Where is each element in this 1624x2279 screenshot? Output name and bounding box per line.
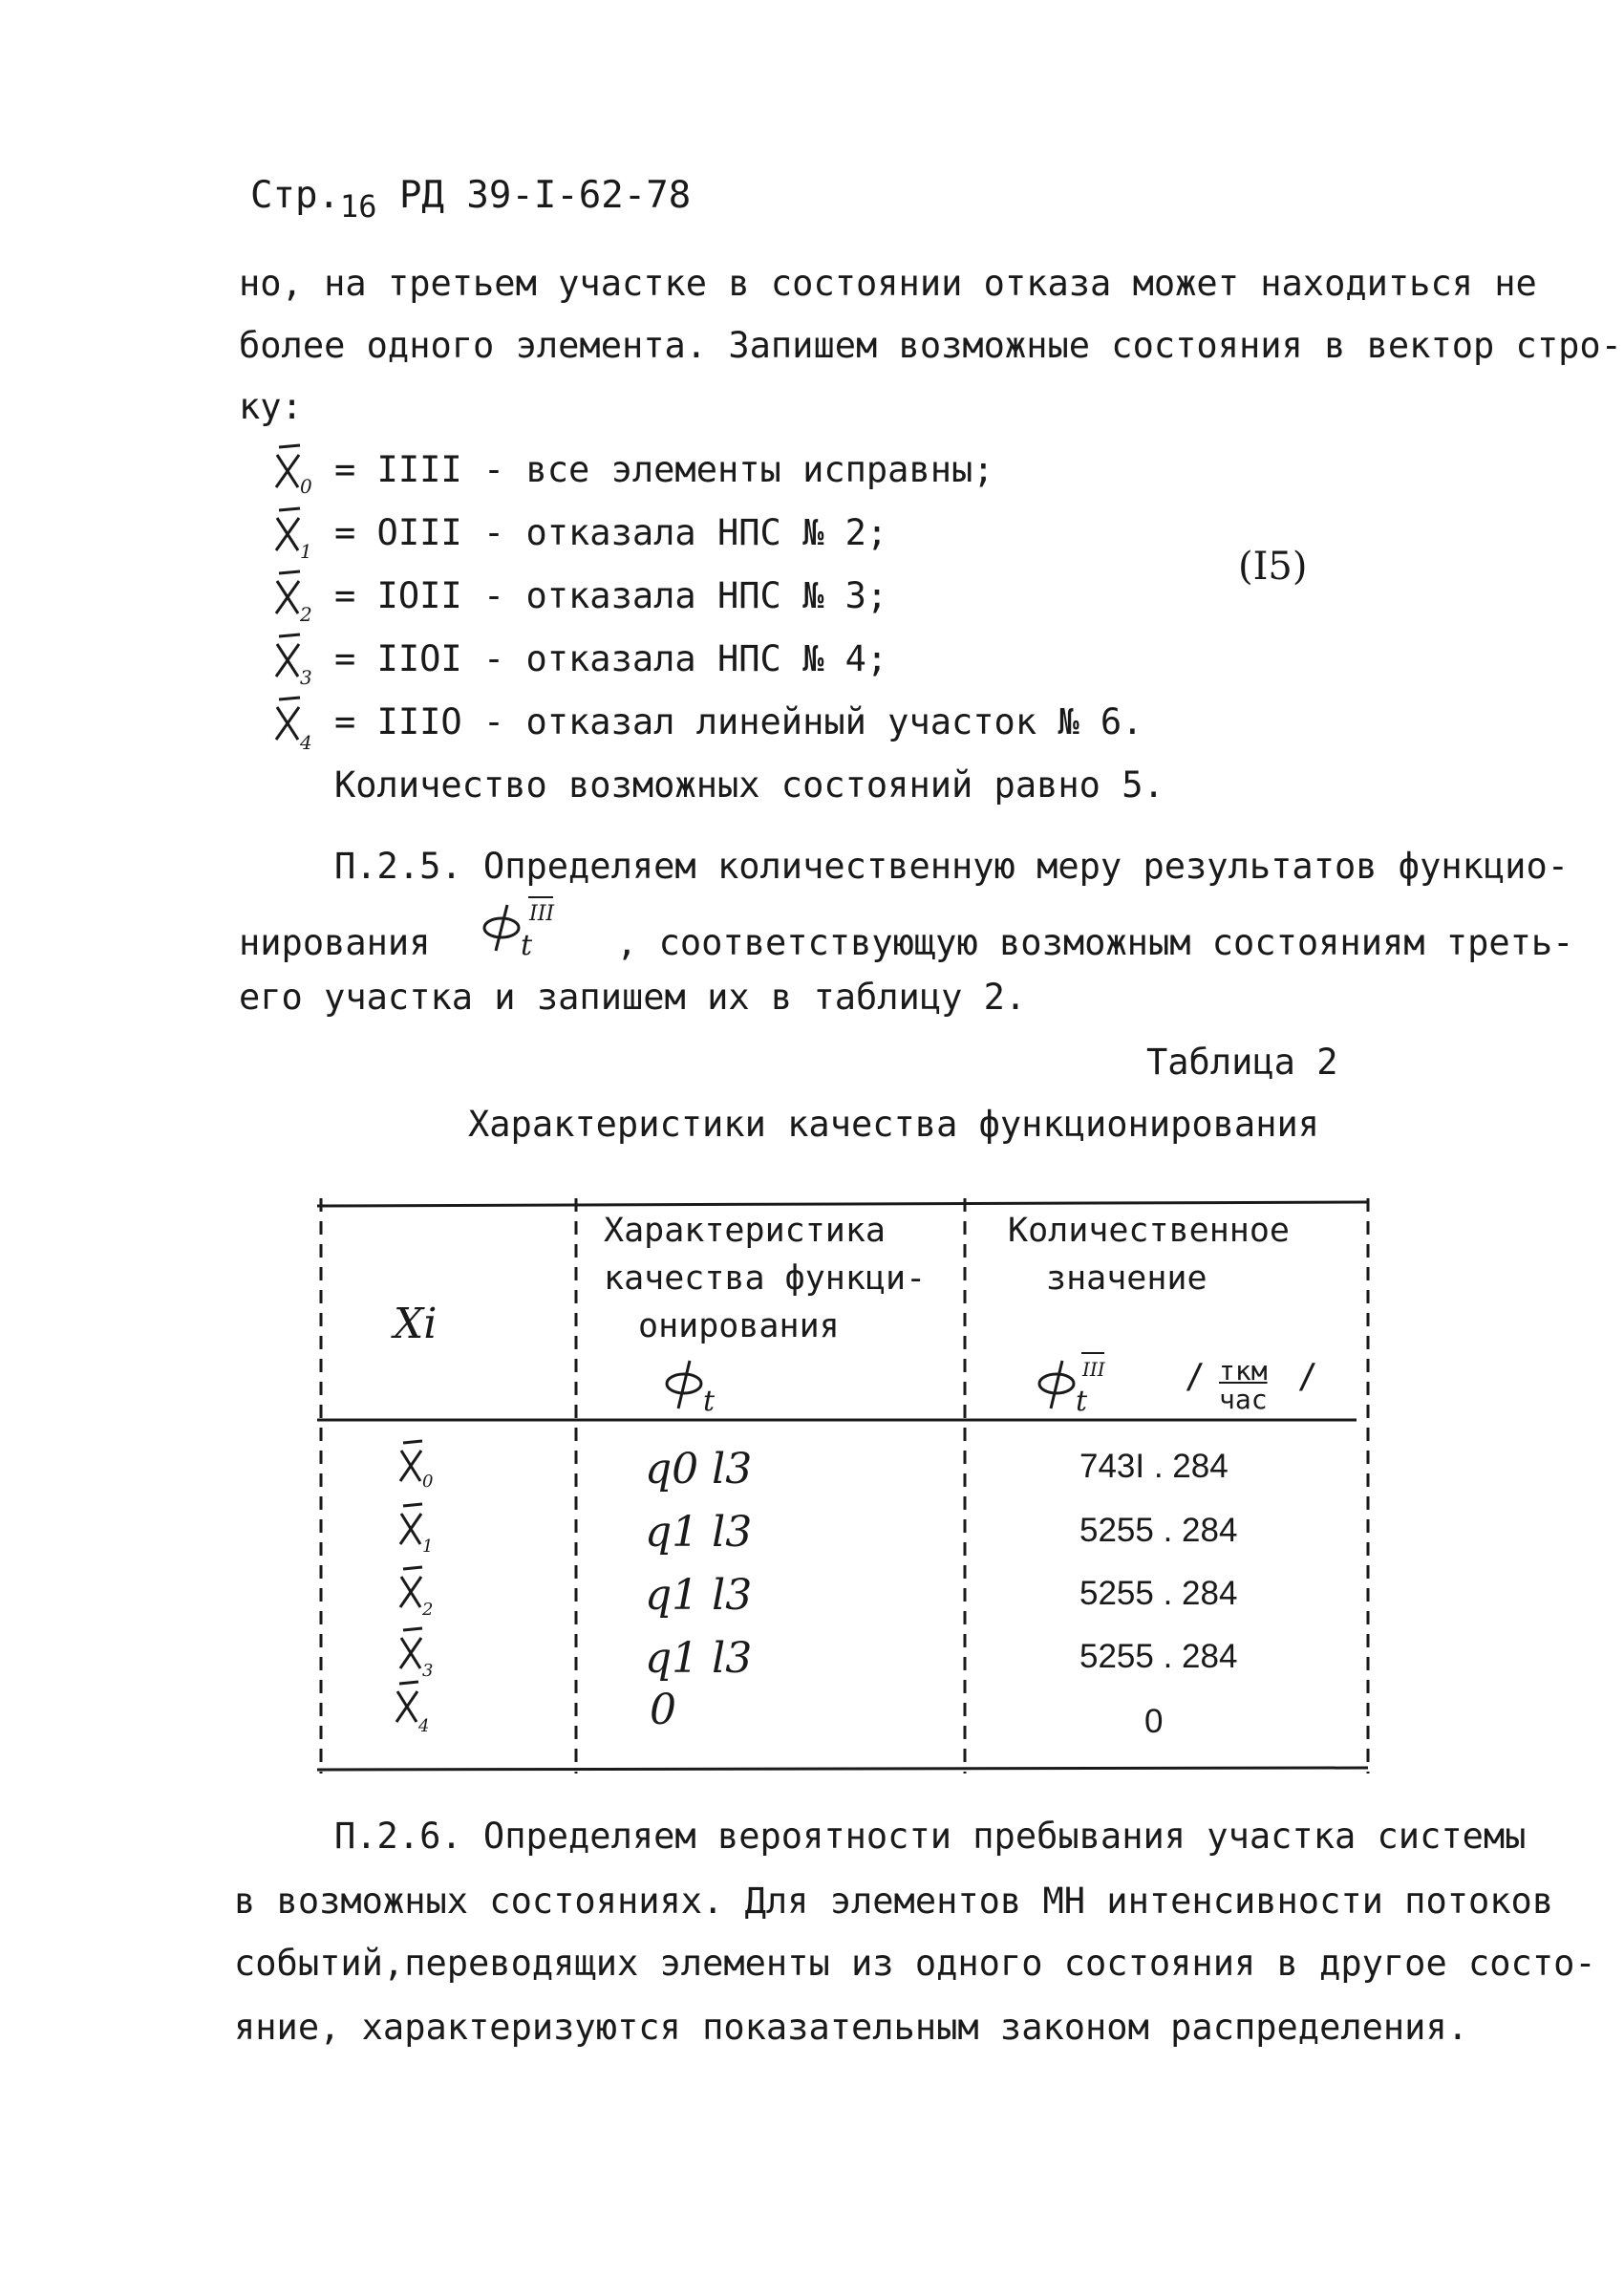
state-symbol-x1 (267, 505, 336, 563)
row-value: 0 (1144, 1703, 1164, 1740)
row-value: 5255 . 284 (1079, 1512, 1238, 1549)
state-text: = OIII - отказала НПС № 2; (334, 512, 888, 553)
row-formula: q0 l3 (645, 1445, 753, 1494)
table-header-phi-t (659, 1349, 736, 1416)
row-formula: q1 l3 (645, 1571, 753, 1620)
svg-text:4: 4 (418, 1716, 430, 1736)
p26-line-1: П.2.6. Определяем вероятности пребывания участка системы (334, 1816, 1527, 1857)
p25-line-1: П.2.5. Определяем количественную меру результатов функцио- (334, 846, 1570, 887)
intro-line-3: ку: (239, 386, 303, 427)
row-value: 5255 . 284 (1079, 1638, 1238, 1675)
svg-text:III: III (528, 902, 554, 926)
table-header-characteristic-3: онирования (638, 1307, 840, 1345)
page-prefix: Стр. (250, 174, 340, 217)
row-state-x2 (394, 1565, 460, 1619)
table-header-quantitative-1: Количественное (1008, 1212, 1291, 1250)
state-symbol-x2 (267, 568, 336, 626)
table-header-characteristic-1: Характеристика (604, 1212, 887, 1250)
table-label: Таблица 2 (1146, 1042, 1338, 1083)
row-state-x3 (394, 1626, 460, 1680)
table-title: Характеристики качества функционирования (468, 1104, 1320, 1145)
svg-text:0: 0 (422, 1472, 434, 1492)
state-row (267, 631, 1414, 689)
state-text: = IOII - отказала НПС № 3; (334, 575, 888, 616)
p26-line-4: яние, характеризуются показательным законом распределения. (234, 2007, 1469, 2048)
row-state-x1 (394, 1502, 460, 1556)
equation-number: (I5) (1238, 545, 1308, 589)
table-header-xi: Xi (394, 1300, 438, 1348)
row-value: 743I . 284 (1079, 1448, 1229, 1485)
p25-line-2 (239, 902, 1574, 964)
state-text: = IIOI - отказала НПС № 4; (334, 638, 888, 679)
unit-slash-left: / (1185, 1357, 1206, 1396)
document-code: РД 39-I-62-78 (398, 174, 692, 217)
page-number: 16 (339, 188, 377, 225)
svg-text:1: 1 (300, 540, 312, 563)
svg-text:2: 2 (300, 603, 312, 626)
state-symbol-x3 (267, 631, 336, 689)
svg-text:III: III (1082, 1358, 1105, 1381)
state-row (267, 441, 1414, 497)
unit-denominator: час (1219, 1384, 1268, 1415)
row-state-x0 (394, 1439, 460, 1493)
svg-text:3: 3 (300, 666, 312, 689)
state-text: = IIII - все элементы исправны; (334, 449, 994, 490)
intro-line-1: но, на третьем участке в состоянии отказа может находиться не (239, 263, 1537, 304)
svg-text:3: 3 (422, 1661, 434, 1681)
row-value: 5255 . 284 (1079, 1575, 1238, 1612)
state-row (267, 694, 1414, 754)
state-text: = IIIO - отказал линейный участок № 6. (334, 701, 1143, 742)
p25-line-3: его участка и запишем их в таблицу 2. (239, 977, 1027, 1018)
state-symbol-x0 (267, 441, 336, 497)
svg-text:1: 1 (422, 1537, 434, 1557)
svg-text:4: 4 (300, 731, 312, 754)
states-count-line: Количество возможных состояний равно 5. (334, 764, 1165, 806)
svg-text:0: 0 (300, 475, 312, 498)
svg-text:t: t (703, 1385, 716, 1418)
intro-line-2: более одного элемента. Запишем возможные состояния в вектор стро- (239, 325, 1622, 366)
p26-line-2: в возможных состояниях. Для элементов МН интенсивности потоков (234, 1881, 1554, 1922)
phi-symbol (452, 902, 595, 962)
p25-line-2b: , соответствующую возможным состояниям треть- (616, 922, 1574, 963)
p26-line-3: событий,переводящих элементы из одного состояния в другое состо- (234, 1943, 1596, 1984)
state-symbol-x4 (267, 694, 336, 754)
svg-text:t: t (1076, 1385, 1088, 1418)
unit-slash-right: / (1297, 1357, 1318, 1396)
page-header (250, 174, 692, 225)
table-header-phi-t-iii (1032, 1347, 1127, 1418)
table-header-quantitative-2: значение (1046, 1259, 1207, 1298)
table-header-characteristic-2: качества функци- (604, 1259, 927, 1298)
svg-text:2: 2 (422, 1600, 434, 1620)
row-formula: q1 l3 (645, 1508, 753, 1557)
row-state-x4 (390, 1680, 457, 1736)
p25-line-2a: нирования (239, 922, 431, 963)
svg-text:t: t (520, 929, 532, 962)
row-formula: 0 (650, 1686, 676, 1734)
unit-numerator: ткм (1219, 1355, 1268, 1387)
row-formula: q1 l3 (645, 1634, 753, 1683)
